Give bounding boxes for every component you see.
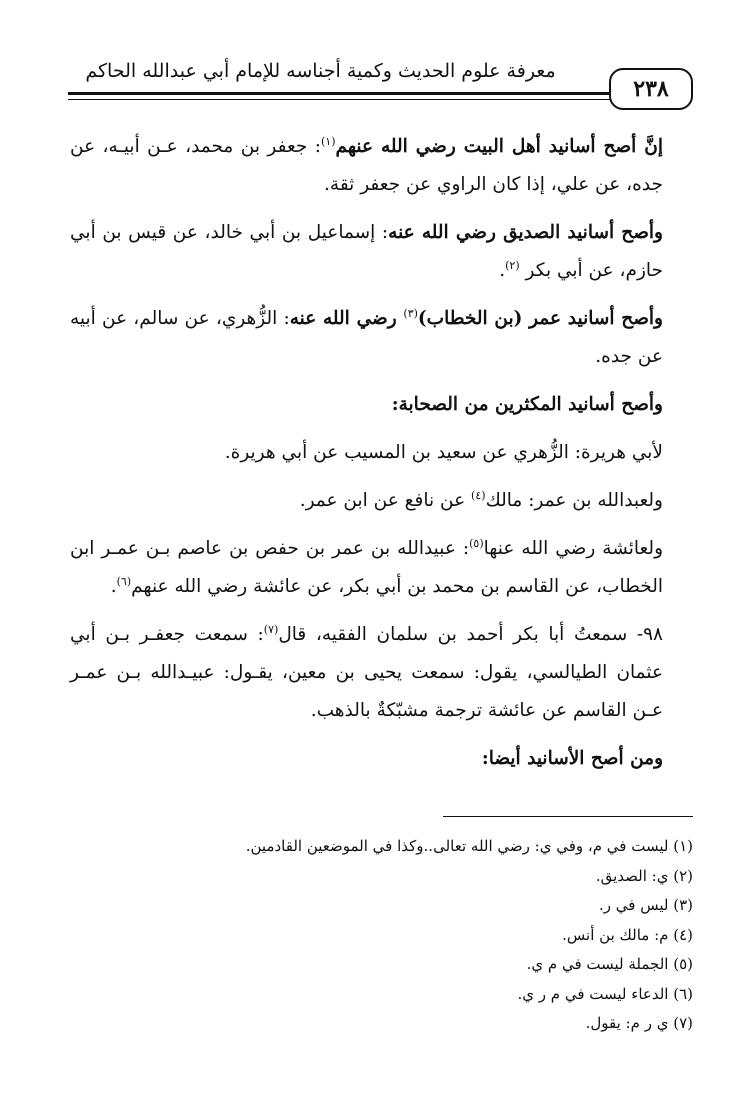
footnote-7: (٧) ي ر م: يقول.: [585, 1014, 693, 1032]
footnote-1: (١) ليست في م، وفي ي: رضي الله تعالى..وكذا في الموضعين القادمين.: [245, 837, 693, 855]
footnotes: [213, 832, 693, 1039]
paragraph-heading: إنَّ أصح أسانيد أهل البيت رضي الله عنهم: [335, 136, 663, 157]
page-header: [68, 52, 693, 122]
running-title: معرفة علوم الحديث وكمية أجناسه للإمام أبي عبدالله الحاكم: [85, 60, 556, 82]
paragraph-text: : إسماعيل بن أبي خالد، عن قيس بن أبي حازم، عن أبي بكر: [70, 222, 663, 281]
footnote-marker: (٧): [263, 622, 279, 636]
footnote-marker: (٢): [505, 258, 520, 272]
paragraph-umar: [70, 300, 693, 376]
header-rule-thick: [68, 92, 653, 95]
paragraph-end: .: [499, 260, 506, 281]
paragraph-text: : جعفر بن محمد، عـن أبيـه، عن جده، عن علي، إذا كان الراوي عن جعفر ثقة.: [70, 136, 663, 195]
paragraph-heading: وأصح أسانيد عمر (بن الخطاب): [417, 308, 663, 329]
footnote-marker: (١): [321, 134, 336, 148]
footnote-5: (٥) الجملة ليست في م ي.: [526, 955, 693, 973]
paragraph-text: ولعبدالله بن عمر: مالك: [485, 490, 663, 511]
footnote-4: (٤) م: مالك بن أنس.: [562, 925, 693, 944]
footnote-separator: [443, 816, 693, 817]
paragraph-abu-hurayra: لأبي هريرة: الزُّهري عن سعيد بن المسيب عن أبي هريرة.: [224, 442, 663, 463]
header-rule-thin: [68, 99, 653, 100]
paragraph-report-98: [70, 616, 693, 730]
paragraph-text: ٩٨- سمعتُ أبا بكر أحمد بن سلمان الفقيه، قال: [278, 624, 663, 645]
footnote-marker: (٣): [403, 306, 418, 320]
paragraph-heading-cont: رضي الله عنه: [289, 308, 404, 329]
paragraph-text-cont: عن نافع عن ابن عمر.: [299, 490, 472, 511]
footnote-marker: (٥): [469, 536, 484, 550]
footnote-marker: (٤): [471, 488, 486, 502]
paragraph-text-cont: : عبيدالله بن عمر بن حفص بن عاصم بـن عمـر ابن الخطاب، عن القاسم بن محمد بن أبي بكر، عن عائشة رضي الله عنهم: [70, 538, 663, 597]
paragraph-text-cont: : سمعت جعفـر بـن أبي عثمان الطيالسي، يقول: سمعت يحيى بن معين، يقـول: عبيـدالله بـن عمـر عـن القاسم عن عائشة ترجمة مشبّكةٌ بالذهب.: [70, 624, 663, 721]
paragraph-ibn-umar: [70, 482, 693, 520]
footnote-marker: (٦): [116, 574, 132, 588]
paragraph-aisha: [70, 530, 693, 606]
footnote-3: (٣) ليس في ر.: [599, 896, 693, 914]
main-text: [70, 128, 693, 788]
footnote-6: (٦) الدعاء ليست في م ر ي.: [517, 984, 693, 1003]
section-heading-also: ومن أصح الأسانيد أيضا:: [481, 748, 663, 769]
paragraph-heading: وأصح أسانيد الصديق رضي الله عنه: [388, 222, 663, 243]
paragraph-text: : الزُّهري، عن سالم، عن أبيه عن جده.: [70, 308, 663, 367]
paragraph-ahl-al-bayt: [70, 128, 693, 204]
footnote-2: (٢) ي: الصديق.: [595, 866, 693, 885]
section-heading-mukthirin: وأصح أسانيد المكثرين من الصحابة:: [391, 394, 663, 415]
page-number: ٢٣٨: [609, 68, 693, 110]
paragraph-text: ولعائشة رضي الله عنها: [483, 538, 664, 559]
paragraph-siddiq: [70, 214, 693, 290]
paragraph-end: .: [110, 576, 117, 597]
